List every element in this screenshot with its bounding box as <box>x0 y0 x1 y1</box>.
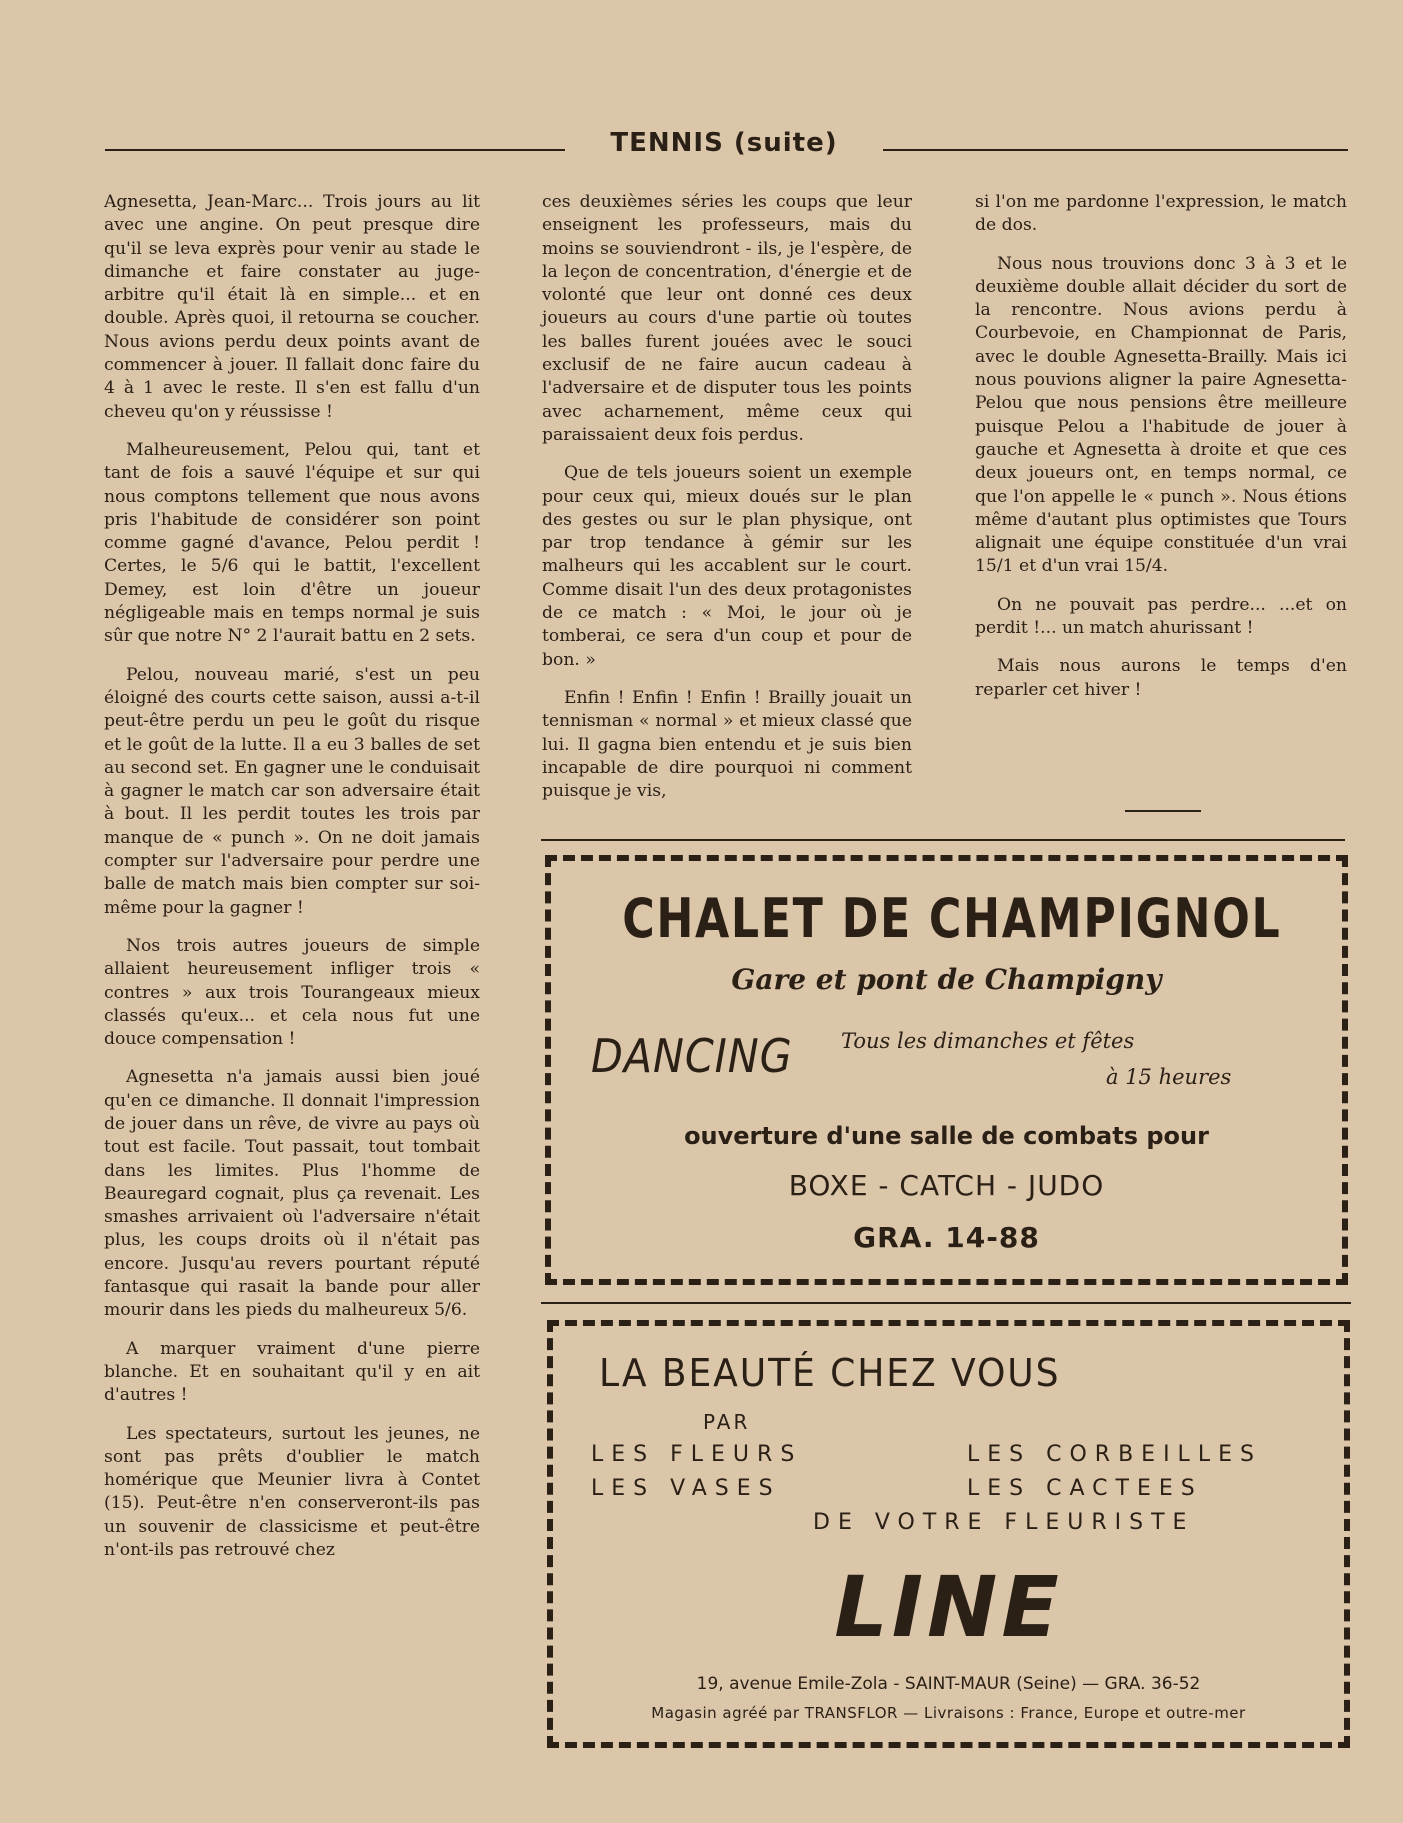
ad-brand: LINE <box>834 1558 1063 1656</box>
section-title: TENNIS (suite) <box>610 128 838 158</box>
paragraph: A marquer vraiment d'une pierre blanche. Et en souhaitant qu'il y en ait d'autres ! <box>104 1338 480 1406</box>
advertisement-chalet <box>545 855 1348 1285</box>
ad-schedule-time: à 15 heures <box>1106 1065 1232 1089</box>
paragraph: Enfin ! Enfin ! Enfin ! Brailly jouait un tennisman « normal » et mieux classé que lui. Il gagna bien entendu et je suis bien incapable de dire pourquoi ni comment puisque je vis, <box>542 687 912 802</box>
ad-dancing-label: DANCING <box>591 1029 793 1083</box>
ad-item: LES FLEURS <box>591 1442 803 1467</box>
paragraph: Agnesetta n'a jamais aussi bien joué qu'en ce dimanche. Il donnait l'impression de jouer dans un rêve, de vivre au pays où tout est facile. Tout passait, tout tombait dans les limites. Plus l'homme de Beauregard cognait, plus ça revenait. Les smashes arrivaient où l'adversaire n'était plus, les coups droits où il n'était pas encore. Jusqu'au revers pourtant réputé fantasque qui rasait la bande pour aller mourir dans les pieds du malheureux 5/6. <box>104 1067 480 1321</box>
ad-title: CHALET DE CHAMPIGNOL <box>622 887 1282 950</box>
ad-item: LES VASES <box>591 1476 781 1501</box>
article-column-3 <box>975 191 1347 806</box>
ad-address: 19, avenue Emile-Zola - SAINT-MAUR (Seine) — GRA. 36-52 <box>696 1674 1201 1694</box>
ad-phone: GRA. 14-88 <box>853 1221 1040 1254</box>
ad-schedule: Tous les dimanches et fêtes <box>841 1029 1135 1053</box>
paragraph: Malheureusement, Pelou qui, tant et tant de fois a sauvé l'équipe et sur qui nous comptons tellement que nous avons pris l'habitude de considérer son point comme gagné d'avance, Pelou perdit ! Certes, le 5/6 qui le battit, l'excellent Demey, est loin d'être un joueur négligeable mais en temps normal je suis sûr que notre N° 2 l'aurait battu en 2 sets. <box>104 439 480 647</box>
divider-rule <box>541 839 1345 841</box>
ad-item: DE VOTRE FLEURISTE <box>813 1510 1195 1535</box>
paragraph: Les spectateurs, surtout les jeunes, ne sont pas prêts d'oublier le match homérique que Meunier livra à Contet (15). Peut-être n'en conserveront-ils pas un souvenir de classicisme et peut-être n'ont-ils pas retrouvé chez <box>104 1423 480 1561</box>
article-end-rule <box>1125 810 1201 812</box>
paragraph: si l'on me pardonne l'expression, le match de dos. <box>975 192 1347 236</box>
ad-subtitle: Gare et pont de Champigny <box>731 963 1162 996</box>
ad-sports: BOXE - CATCH - JUDO <box>788 1169 1105 1202</box>
paragraph: Agnesetta, Jean-Marc... Trois jours au lit avec une angine. On peut presque dire qu'il se leva exprès pour venir au stade le dimanche et faire constater au juge-arbitre qu'il était là en simple... et en double. Après quoi, il retourna se coucher. Nous avions perdu deux points avant de commencer à jouer. Il fallait donc faire du 4 à 1 avec le reste. Il s'en est fallu d'un cheveu qu'on y réussisse ! <box>104 192 480 422</box>
article-column-2 <box>542 191 912 826</box>
divider-rule <box>541 1302 1351 1304</box>
ad-par: PAR <box>703 1410 751 1434</box>
paragraph: Nous nous trouvions donc 3 à 3 et le deuxième double allait décider du sort de la rencontre. Nous avions perdu à Courbevoie, en Championnat de Paris, avec le double Agnesetta-Brailly. Mais ici nous pouvions aligner la paire Agnesetta-Pelou que nous pensions être meilleure puisque Pelou a l'habitude de jouer à gauche et Agnesetta à droite et que ces deux joueurs ont, en temps normal, ce que l'on appelle le « punch ». Nous étions même d'autant plus optimistes que Tours alignait une équipe constituée d'un vrai 15/1 et d'un vrai 15/4. <box>975 253 1347 577</box>
paragraph: On ne pouvait pas perdre... ...et on perdit !... un match ahurissant ! <box>975 594 1347 639</box>
article-column-1 <box>104 191 480 1761</box>
section-header <box>105 128 1348 172</box>
ad-magasin: Magasin agréé par TRANSFLOR — Livraisons : France, Europe et outre-mer <box>651 1704 1246 1722</box>
advertisement-florist <box>547 1320 1350 1748</box>
ad-item: LES CORBEILLES <box>967 1442 1262 1467</box>
paragraph: ces deuxièmes séries les coups que leur enseignent les professeurs, mais du moins se souviendront - ils, je l'espère, de la leçon de concentration, d'énergie et de volonté que leur ont donné ces deux joueurs au cours d'une partie où toutes les balles furent jouées avec le souci exclusif de ne faire aucun cadeau à l'adversaire et de disputer tous les points avec acharnement, même ceux qui paraissaient deux fois perdus. <box>542 192 912 445</box>
paragraph: Pelou, nouveau marié, s'est un peu éloigné des courts cette saison, aussi a-t-il peut-être perdu un peu le goût du risque et le goût de la lutte. Il a eu 3 balles de set au second set. En gagner une le conduisait à gagner le match car son adversaire était à bout. Il les perdit toutes les trois par manque de « punch ». On ne doit jamais compter sur l'adversaire pour perdre une balle de match mais bien compter sur soi-même pour la gagner ! <box>104 664 480 918</box>
ad-item: LES CACTEES <box>967 1476 1203 1501</box>
header-rule-right <box>883 149 1348 151</box>
ad-opening: ouverture d'une salle de combats pour <box>684 1122 1209 1150</box>
ad-headline: LA BEAUTÉ CHEZ VOUS <box>599 1351 1061 1395</box>
paragraph: Nos trois autres joueurs de simple allaient heureusement infliger trois « contres » aux trois Tourangeaux mieux classés qu'eux... et cela nous fut une douce compensation ! <box>104 935 480 1050</box>
header-rule-left <box>105 149 565 151</box>
paragraph: Mais nous aurons le temps d'en reparler cet hiver ! <box>975 656 1347 700</box>
paragraph: Que de tels joueurs soient un exemple pour ceux qui, mieux doués sur le plan des gestes ou sur le plan physique, ont par trop tendance à gémir sur les malheurs qui les accablent sur le court. Comme disait l'un des deux protagonistes de ce match : « Moi, le jour où je tomberai, ce sera d'un coup et pour de bon. » <box>542 463 912 670</box>
